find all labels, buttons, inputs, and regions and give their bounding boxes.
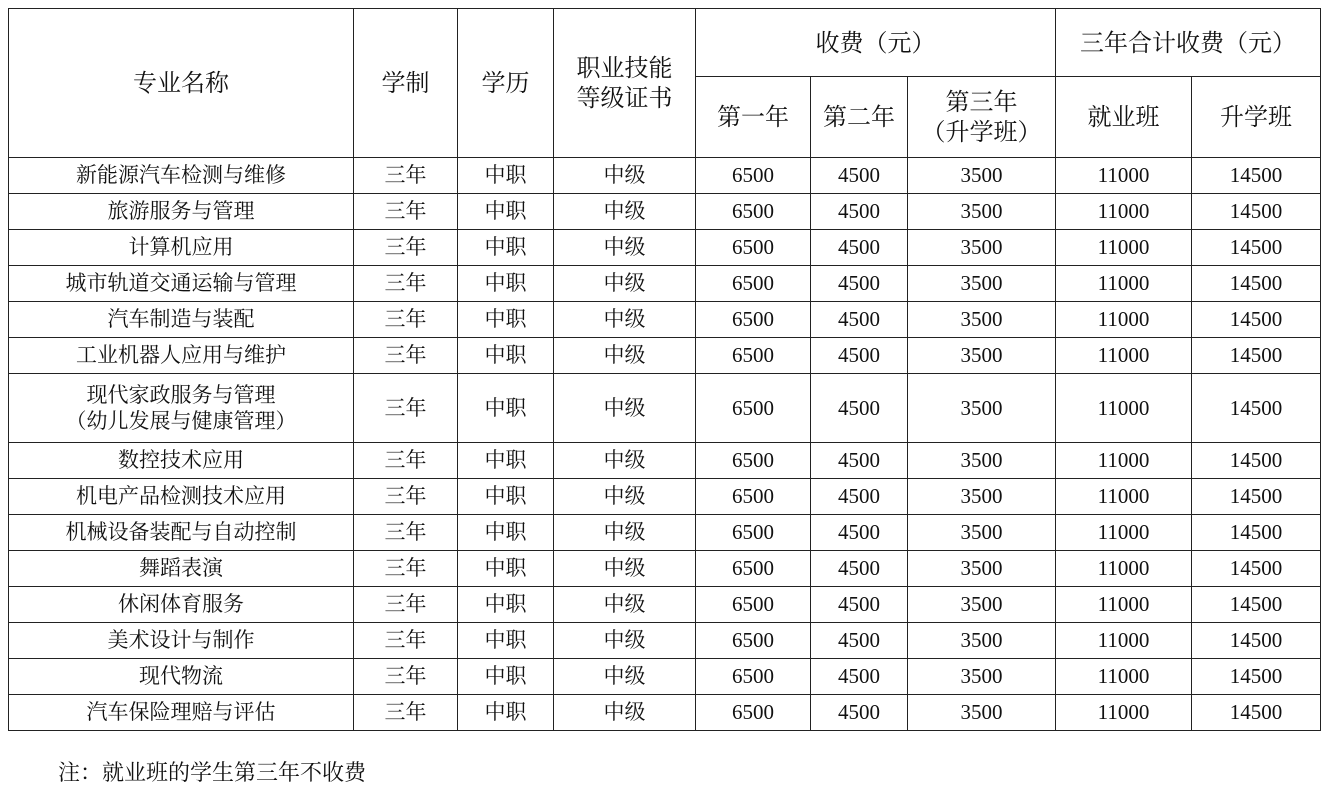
cell-year1: 6500 bbox=[696, 443, 811, 479]
cell-year2: 4500 bbox=[811, 374, 908, 443]
cell-year1: 6500 bbox=[696, 551, 811, 587]
header-certificate-line1: 职业技能 bbox=[576, 54, 673, 82]
header-year3-line2: （升学班） bbox=[921, 118, 1042, 146]
header-year1: 第一年 bbox=[696, 77, 811, 158]
cell-employment: 11000 bbox=[1056, 443, 1192, 479]
cell-year1: 6500 bbox=[696, 230, 811, 266]
table-row bbox=[9, 659, 1321, 695]
cell-education: 中职 bbox=[458, 230, 554, 266]
cell-year2: 4500 bbox=[811, 338, 908, 374]
cell-major: 机械设备装配与自动控制 bbox=[9, 515, 354, 551]
cell-year3: 3500 bbox=[908, 695, 1056, 731]
table-row bbox=[9, 695, 1321, 731]
cell-year2: 4500 bbox=[811, 587, 908, 623]
cell-further: 14500 bbox=[1192, 551, 1321, 587]
cell-year3: 3500 bbox=[908, 515, 1056, 551]
cell-year3: 3500 bbox=[908, 230, 1056, 266]
cell-education: 中职 bbox=[458, 194, 554, 230]
cell-employment: 11000 bbox=[1056, 659, 1192, 695]
table-row bbox=[9, 230, 1321, 266]
cell-further: 14500 bbox=[1192, 338, 1321, 374]
cell-year2: 4500 bbox=[811, 551, 908, 587]
cell-year1: 6500 bbox=[696, 194, 811, 230]
cell-certificate: 中级 bbox=[554, 479, 696, 515]
cell-duration: 三年 bbox=[354, 551, 458, 587]
cell-certificate: 中级 bbox=[554, 158, 696, 194]
cell-year3: 3500 bbox=[908, 302, 1056, 338]
cell-further: 14500 bbox=[1192, 587, 1321, 623]
cell-duration: 三年 bbox=[354, 338, 458, 374]
cell-education: 中职 bbox=[458, 515, 554, 551]
cell-year3: 3500 bbox=[908, 374, 1056, 443]
header-certificate bbox=[554, 9, 696, 158]
cell-year3: 3500 bbox=[908, 587, 1056, 623]
cell-employment: 11000 bbox=[1056, 338, 1192, 374]
cell-year2: 4500 bbox=[811, 659, 908, 695]
cell-major: 机电产品检测技术应用 bbox=[9, 479, 354, 515]
cell-year3: 3500 bbox=[908, 443, 1056, 479]
cell-education: 中职 bbox=[458, 695, 554, 731]
cell-certificate: 中级 bbox=[554, 338, 696, 374]
header-total: 三年合计收费（元） bbox=[1056, 9, 1321, 77]
cell-year1: 6500 bbox=[696, 587, 811, 623]
cell-year3: 3500 bbox=[908, 623, 1056, 659]
table-row bbox=[9, 443, 1321, 479]
table-row bbox=[9, 623, 1321, 659]
table-row bbox=[9, 266, 1321, 302]
cell-year2: 4500 bbox=[811, 230, 908, 266]
fee-table bbox=[8, 8, 1321, 731]
cell-year3: 3500 bbox=[908, 551, 1056, 587]
cell-further: 14500 bbox=[1192, 194, 1321, 230]
cell-year1: 6500 bbox=[696, 623, 811, 659]
cell-duration: 三年 bbox=[354, 695, 458, 731]
cell-certificate: 中级 bbox=[554, 266, 696, 302]
cell-year3: 3500 bbox=[908, 479, 1056, 515]
cell-major: 工业机器人应用与维护 bbox=[9, 338, 354, 374]
cell-employment: 11000 bbox=[1056, 479, 1192, 515]
cell-major-line1: 现代家政服务与管理 bbox=[86, 382, 276, 407]
cell-certificate: 中级 bbox=[554, 695, 696, 731]
footnote: 注：就业班的学生第三年不收费 bbox=[58, 761, 367, 786]
header-employment: 就业班 bbox=[1056, 77, 1192, 158]
cell-year1: 6500 bbox=[696, 302, 811, 338]
cell-duration: 三年 bbox=[354, 302, 458, 338]
table-row bbox=[9, 515, 1321, 551]
cell-year2: 4500 bbox=[811, 194, 908, 230]
cell-duration: 三年 bbox=[354, 374, 458, 443]
cell-education: 中职 bbox=[458, 338, 554, 374]
cell-employment: 11000 bbox=[1056, 194, 1192, 230]
cell-education: 中职 bbox=[458, 374, 554, 443]
cell-employment: 11000 bbox=[1056, 230, 1192, 266]
cell-year2: 4500 bbox=[811, 158, 908, 194]
cell-year3: 3500 bbox=[908, 338, 1056, 374]
cell-major: 现代物流 bbox=[9, 659, 354, 695]
header-duration: 学制 bbox=[354, 9, 458, 158]
cell-further: 14500 bbox=[1192, 230, 1321, 266]
cell-year3: 3500 bbox=[908, 158, 1056, 194]
table-row bbox=[9, 551, 1321, 587]
cell-year1: 6500 bbox=[696, 515, 811, 551]
cell-further: 14500 bbox=[1192, 266, 1321, 302]
cell-education: 中职 bbox=[458, 302, 554, 338]
table-row bbox=[9, 479, 1321, 515]
cell-duration: 三年 bbox=[354, 623, 458, 659]
header-year3-line1: 第三年 bbox=[945, 88, 1018, 116]
cell-year1: 6500 bbox=[696, 374, 811, 443]
cell-year1: 6500 bbox=[696, 338, 811, 374]
header-further: 升学班 bbox=[1192, 77, 1321, 158]
table-row bbox=[9, 338, 1321, 374]
cell-certificate: 中级 bbox=[554, 551, 696, 587]
header-year3 bbox=[908, 77, 1056, 158]
cell-further: 14500 bbox=[1192, 158, 1321, 194]
cell-duration: 三年 bbox=[354, 194, 458, 230]
cell-certificate: 中级 bbox=[554, 659, 696, 695]
cell-year2: 4500 bbox=[811, 695, 908, 731]
cell-education: 中职 bbox=[458, 623, 554, 659]
cell-duration: 三年 bbox=[354, 587, 458, 623]
cell-year2: 4500 bbox=[811, 266, 908, 302]
cell-major: 休闲体育服务 bbox=[9, 587, 354, 623]
cell-employment: 11000 bbox=[1056, 623, 1192, 659]
cell-employment: 11000 bbox=[1056, 695, 1192, 731]
cell-year1: 6500 bbox=[696, 659, 811, 695]
cell-education: 中职 bbox=[458, 443, 554, 479]
cell-education: 中职 bbox=[458, 659, 554, 695]
cell-education: 中职 bbox=[458, 551, 554, 587]
cell-duration: 三年 bbox=[354, 230, 458, 266]
cell-further: 14500 bbox=[1192, 659, 1321, 695]
cell-major: 数控技术应用 bbox=[9, 443, 354, 479]
cell-year2: 4500 bbox=[811, 623, 908, 659]
cell-year1: 6500 bbox=[696, 479, 811, 515]
cell-major: 旅游服务与管理 bbox=[9, 194, 354, 230]
cell-major: 汽车保险理赔与评估 bbox=[9, 695, 354, 731]
cell-employment: 11000 bbox=[1056, 587, 1192, 623]
cell-education: 中职 bbox=[458, 158, 554, 194]
cell-duration: 三年 bbox=[354, 479, 458, 515]
cell-duration: 三年 bbox=[354, 515, 458, 551]
cell-year2: 4500 bbox=[811, 479, 908, 515]
cell-certificate: 中级 bbox=[554, 194, 696, 230]
cell-duration: 三年 bbox=[354, 659, 458, 695]
cell-year3: 3500 bbox=[908, 194, 1056, 230]
cell-certificate: 中级 bbox=[554, 587, 696, 623]
cell-further: 14500 bbox=[1192, 302, 1321, 338]
table-row bbox=[9, 194, 1321, 230]
table-row bbox=[9, 374, 1321, 443]
cell-major bbox=[9, 374, 354, 443]
cell-further: 14500 bbox=[1192, 374, 1321, 443]
cell-further: 14500 bbox=[1192, 515, 1321, 551]
table-row bbox=[9, 302, 1321, 338]
cell-year2: 4500 bbox=[811, 302, 908, 338]
cell-further: 14500 bbox=[1192, 695, 1321, 731]
cell-major: 城市轨道交通运输与管理 bbox=[9, 266, 354, 302]
cell-duration: 三年 bbox=[354, 158, 458, 194]
cell-duration: 三年 bbox=[354, 266, 458, 302]
header-education: 学历 bbox=[458, 9, 554, 158]
cell-further: 14500 bbox=[1192, 623, 1321, 659]
cell-year1: 6500 bbox=[696, 266, 811, 302]
cell-major: 美术设计与制作 bbox=[9, 623, 354, 659]
cell-year2: 4500 bbox=[811, 515, 908, 551]
cell-certificate: 中级 bbox=[554, 623, 696, 659]
cell-certificate: 中级 bbox=[554, 374, 696, 443]
header-major: 专业名称 bbox=[9, 9, 354, 158]
cell-employment: 11000 bbox=[1056, 266, 1192, 302]
table-row bbox=[9, 158, 1321, 194]
cell-education: 中职 bbox=[458, 266, 554, 302]
cell-employment: 11000 bbox=[1056, 551, 1192, 587]
cell-education: 中职 bbox=[458, 587, 554, 623]
cell-year2: 4500 bbox=[811, 443, 908, 479]
header-year2: 第二年 bbox=[811, 77, 908, 158]
cell-major: 舞蹈表演 bbox=[9, 551, 354, 587]
cell-employment: 11000 bbox=[1056, 158, 1192, 194]
cell-year1: 6500 bbox=[696, 158, 811, 194]
cell-major: 汽车制造与装配 bbox=[9, 302, 354, 338]
cell-major-line2: （幼儿发展与健康管理） bbox=[65, 409, 297, 433]
cell-certificate: 中级 bbox=[554, 443, 696, 479]
cell-employment: 11000 bbox=[1056, 302, 1192, 338]
cell-education: 中职 bbox=[458, 479, 554, 515]
cell-duration: 三年 bbox=[354, 443, 458, 479]
cell-employment: 11000 bbox=[1056, 515, 1192, 551]
cell-certificate: 中级 bbox=[554, 230, 696, 266]
cell-year3: 3500 bbox=[908, 659, 1056, 695]
cell-employment: 11000 bbox=[1056, 374, 1192, 443]
cell-year1: 6500 bbox=[696, 695, 811, 731]
cell-further: 14500 bbox=[1192, 479, 1321, 515]
header-fees: 收费（元） bbox=[696, 9, 1056, 77]
cell-major: 新能源汽车检测与维修 bbox=[9, 158, 354, 194]
cell-further: 14500 bbox=[1192, 443, 1321, 479]
header-certificate-line2: 等级证书 bbox=[576, 84, 673, 112]
cell-certificate: 中级 bbox=[554, 515, 696, 551]
table-row bbox=[9, 587, 1321, 623]
cell-certificate: 中级 bbox=[554, 302, 696, 338]
cell-year3: 3500 bbox=[908, 266, 1056, 302]
cell-major: 计算机应用 bbox=[9, 230, 354, 266]
